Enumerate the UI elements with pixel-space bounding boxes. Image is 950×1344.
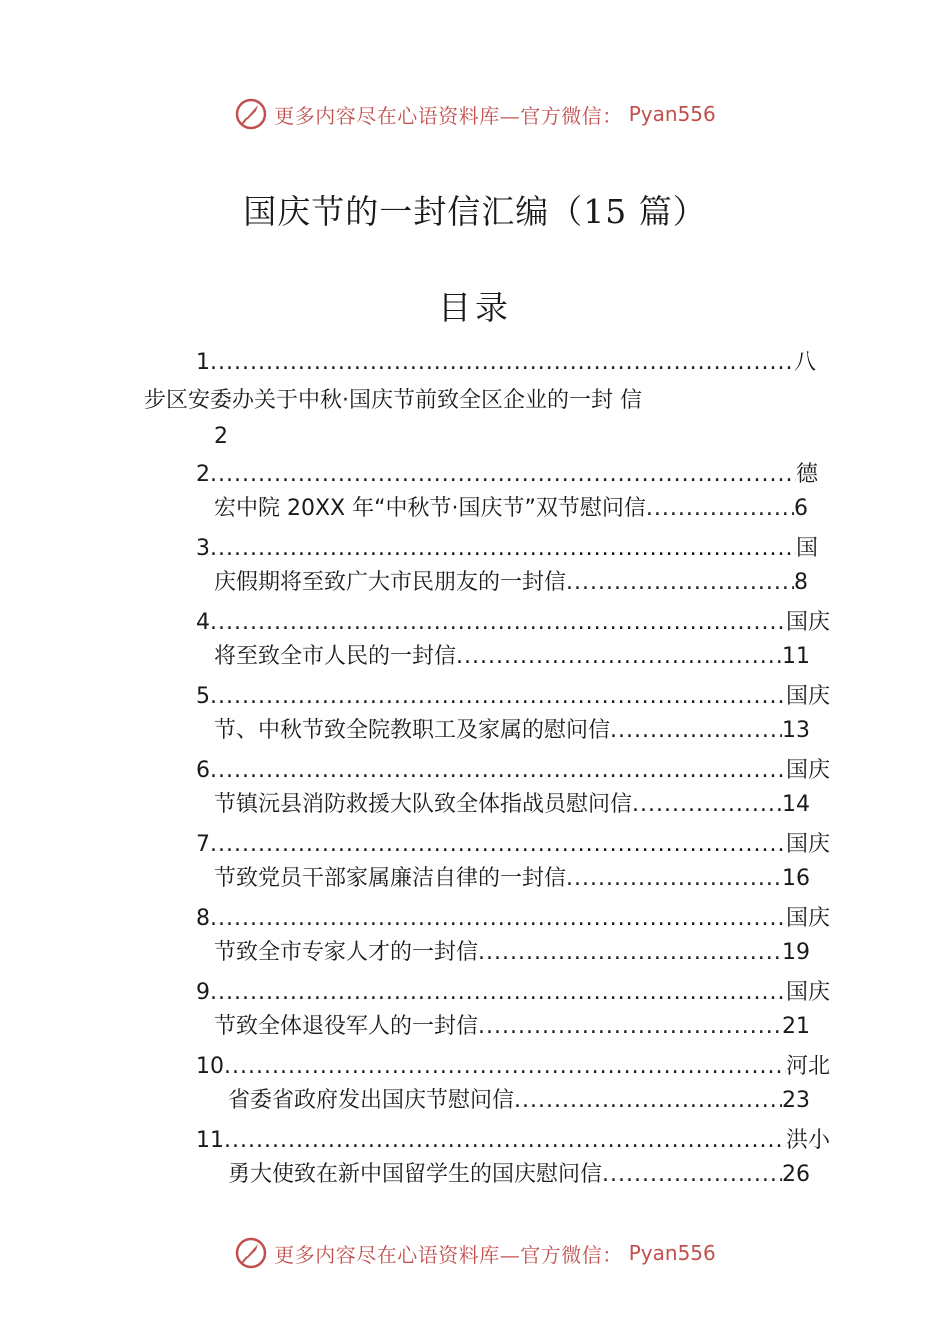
toc-entry-page: 11 [782,644,810,669]
toc-entry-title: 节镇沅县消防救援大队致全体指战员慰问信 [214,792,633,817]
toc-entry-6-lead[interactable] [196,754,830,788]
toc-entry-number: 11 [196,1128,224,1153]
toc-entry-title: 勇大使致在新中国留学生的国庆慰问信 [228,1162,603,1187]
toc-entry-6-text[interactable] [214,788,810,822]
toc-entry-1-text[interactable] [144,384,642,418]
toc-entry-number: 10 [196,1054,224,1079]
dot-leader [646,492,794,526]
quill-seal-icon [234,1236,268,1270]
toc-entry-page: 6 [794,496,808,521]
toc-entry-8-lead[interactable] [196,902,830,936]
toc-entry-head: 河北 [785,1054,830,1079]
toc-entry-number: 7 [196,832,210,857]
toc-entry-page: 23 [782,1088,810,1113]
dot-leader [224,1124,786,1158]
dot-leader [210,458,796,492]
toc-entry-head: 洪小 [785,1128,830,1153]
footer-banner [0,1233,950,1273]
toc-entry-number: 4 [196,610,210,635]
toc-entry-head: 国庆 [785,684,830,709]
toc-entry-head: 八 [793,350,816,375]
dot-leader [456,640,782,674]
toc-entry-number: 3 [196,536,210,561]
toc-entry-title: 省委省政府发出国庆节慰问信 [228,1088,515,1113]
toc-entry-page: 16 [782,866,810,891]
toc-entry-page: 21 [782,1014,810,1039]
dot-leader [610,714,782,748]
toc-entry-4-text[interactable] [214,640,810,674]
toc-entry-page: 26 [782,1162,810,1187]
toc-heading: 目录 [438,288,512,327]
toc-entry-2-text[interactable] [214,492,808,526]
toc-entry-number: 9 [196,980,210,1005]
toc-entry-title: 节、中秋节致全院教职工及家属的慰问信 [214,718,611,743]
banner-wechat-id: Pyan556 [628,1241,716,1265]
dot-leader [632,788,782,822]
toc-entry-title: 宏中院 20XX 年“中秋节·国庆节”双节慰问信 [214,496,646,521]
toc-entry-11-lead[interactable] [196,1124,830,1158]
toc-entry-page: 13 [782,718,810,743]
toc-entry-head: 德 [795,462,818,487]
toc-entry-3-text[interactable] [214,566,808,600]
dot-leader [514,1084,782,1118]
dot-leader [210,902,786,936]
toc-entry-7-lead[interactable] [196,828,830,862]
dot-leader [210,976,786,1010]
toc-entry-10-text[interactable] [228,1084,810,1118]
dot-leader [478,1010,782,1044]
toc-entry-5-lead[interactable] [196,680,830,714]
toc-entry-title: 节致全体退役军人的一封信 [214,1014,479,1039]
dot-leader [566,566,794,600]
dot-leader [210,532,796,566]
toc-entry-7-text[interactable] [214,862,810,896]
toc-entry-head: 国庆 [785,906,830,931]
header-banner [0,94,950,134]
toc-entry-number: 5 [196,684,210,709]
toc-entry-9-lead[interactable] [196,976,830,1010]
toc-entry-head: 国庆 [785,758,830,783]
toc-entry-page: 14 [782,792,810,817]
dot-leader [478,936,782,970]
banner-wechat-id: Pyan556 [628,102,716,126]
toc-entry-page: 2 [214,424,228,449]
dot-leader [224,1050,786,1084]
toc-entry-title: 步区安委办关于中秋·国庆节前致全区企业的一封 信 [144,388,642,413]
toc-entry-title: 庆假期将至致广大市民朋友的一封信 [214,570,567,595]
toc-entry-number: 8 [196,906,210,931]
toc-entry-head: 国庆 [785,980,830,1005]
toc-entry-head: 国庆 [785,832,830,857]
toc-entry-1-page[interactable] [214,420,228,454]
dot-leader [210,606,786,640]
toc-entry-number: 2 [196,462,210,487]
dot-leader [210,828,786,862]
document-title: 国庆节的一封信汇编（15 篇） [243,192,707,231]
toc-entry-number: 6 [196,758,210,783]
dot-leader [566,862,782,896]
toc-entry-8-text[interactable] [214,936,810,970]
dot-leader [210,754,786,788]
dot-leader [210,346,794,380]
banner-text: 更多内容尽在心语资料库—官方微信： [274,103,623,128]
toc-entry-title: 节致全市专家人才的一封信 [214,940,479,965]
toc-entry-9-text[interactable] [214,1010,810,1044]
toc-entry-head: 国庆 [785,610,830,635]
toc-entry-page: 8 [794,570,808,595]
toc-entry-4-lead[interactable] [196,606,830,640]
toc-entry-5-text[interactable] [214,714,810,748]
toc-entry-3-lead[interactable] [196,532,818,566]
toc-entry-title: 将至致全市人民的一封信 [214,644,457,669]
toc-entry-2-lead[interactable] [196,458,818,492]
dot-leader [210,680,786,714]
toc-entry-head: 国 [795,536,818,561]
dot-leader [602,1158,782,1192]
toc-entry-1-lead[interactable] [196,346,816,380]
toc-entry-title: 节致党员干部家属廉洁自律的一封信 [214,866,567,891]
banner-text: 更多内容尽在心语资料库—官方微信： [274,1242,623,1267]
quill-seal-icon [234,97,268,131]
toc-entry-11-text[interactable] [228,1158,810,1192]
toc-entry-10-lead[interactable] [196,1050,830,1084]
toc-entry-page: 19 [782,940,810,965]
toc-entry-number: 1 [196,350,210,375]
